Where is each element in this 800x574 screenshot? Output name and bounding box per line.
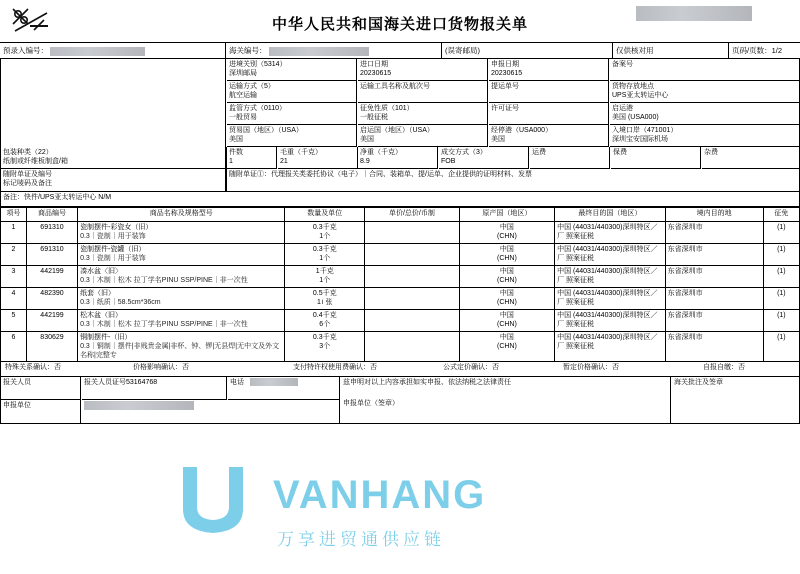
item-name: 松木盆（旧） [80,312,123,319]
entry-port-cell [227,59,357,81]
trade-country-label: 贸易国（地区）（USA） [229,127,303,134]
th-code: 商品编号 [26,208,77,222]
declare-unit-cell [1,400,81,423]
cell-item-code: 442199 [26,310,77,332]
import-date-cell [358,59,488,81]
item-origin: 中国 [499,224,514,231]
declaration-statement: 兹申明对以上内容承担如实申报、依法纳税之法律责任 [343,379,511,386]
provisional-price-cell [561,362,691,376]
official-use-cell: 仅供核对用 [616,46,654,55]
license-no-label: 许可证号 [491,105,519,112]
net-weight-cell [358,147,438,169]
item-origin-code: (CHN) [496,277,517,284]
customs-no-value [269,47,369,56]
cell-item-no: 3 [1,266,27,288]
item-spec: 0.3｜瓷制｜用于装饰 [80,233,146,240]
marks-remarks-row [0,192,800,207]
cell-item-qty [285,332,365,362]
cell-item-dest: 中国 (44031/440300)深圳特区／厂 照案征税 [555,332,666,362]
cell-item-no: 5 [1,310,27,332]
cell-item-dest-place: 东省深圳市 [665,332,763,362]
item-qty-secondary: 1个 [319,233,331,240]
cell-item-name [78,244,285,266]
customs-no-cell [226,43,441,58]
pieces-cell [227,147,277,169]
item-name: 铜制摆件-（旧） [80,334,132,341]
cell-item-name [78,310,285,332]
table-row [1,288,800,310]
preentry-no-value [50,47,145,56]
entry-place-cell [610,125,800,147]
cell-item-no: 2 [1,244,27,266]
storage-location-cell [610,81,800,103]
royalty-label: 支付特许权使用费确认： [293,364,370,371]
declarant-cert-label: 报关人员证号 [84,379,126,386]
cell-item-exempt: (1) [763,266,799,288]
item-qty-secondary: 3个 [319,343,331,350]
item-origin-code: (CHN) [496,233,517,240]
package-type-label: 包装种类（22） [3,149,53,156]
bill-no-cell [489,81,609,103]
page-title: 中华人民共和国海关进口货物报关单 [271,16,528,33]
import-date-value: 20230615 [360,70,392,77]
transport-mode-value: 航空运输 [229,92,257,99]
entry-port-value: 深圳邮局 [229,70,257,77]
attachment-label: 随附单证及编号 [3,171,52,178]
cell-item-qty [285,244,365,266]
item-origin: 中国 [499,334,514,341]
cell-item-dest-place: 东省深圳市 [665,288,763,310]
declarant-cert-cell [82,377,227,400]
provisional-price-value: 否 [612,364,619,371]
item-spec: 0.3｜铜制｜摆件|非贱贵金属|非杯、钟、锣|无县焊|无中文及外文名称|完整专 [80,343,280,359]
cell-item-code: 691310 [26,244,77,266]
transit-port-label: 经停港（USA000） [491,127,553,134]
th-dest-place: 境内目的地 [665,208,763,222]
mark-label: 标记唛码及备注 [3,180,52,187]
item-qty-secondary: 6个 [319,321,331,328]
header-redacted-block [636,6,752,21]
cell-item-dest-place: 东省深圳市 [665,222,763,244]
cell-item-price [365,288,460,310]
table-row [1,332,800,362]
item-qty: 0.4千克 [312,312,337,319]
item-name: 瓷制摆件-彩瓷女（旧） [80,224,153,231]
th-dest: 最终目的国（地区） [555,208,666,222]
package-type-value: 纸制或纤维板制盒/箱 [3,158,68,165]
watermark-vanhang [155,459,655,574]
th-qty: 数量及单位 [285,208,365,222]
item-qty: 0.3千克 [312,246,337,253]
shipment-country-cell [358,125,488,147]
cell-item-dest: 中国 (44031/440300)深圳特区／厂 照案征税 [555,310,666,332]
table-row [1,244,800,266]
phone-label: 电话 [230,379,244,386]
attachment-value-cell [227,169,800,191]
cell-item-no: 6 [1,332,27,362]
th-origin: 原产国（地区） [459,208,554,222]
attachment-label-cell [1,169,227,191]
storage-location-value: UPS亚太转运中心 [612,92,669,99]
declarant-cert-value: 53164768 [126,379,158,386]
goods-table-body [1,222,800,362]
declarant-cell [1,377,81,400]
import-date-label: 进口日期 [360,61,388,68]
freight-label: 运费 [532,149,546,156]
preentry-no-label: 预录入编号： [3,46,48,55]
misc-fee-label: 杂费 [704,149,718,156]
pieces-label: 件数 [229,149,243,156]
provisional-price-label: 暂定价格确认： [563,364,612,371]
storage-location-label: 货物存放地点 [612,83,654,90]
cell-item-code: 830629 [26,332,77,362]
item-spec: 0.3｜木制｜松木 拉丁学名PINU SSP/PINE｜非一次性 [80,321,248,328]
cell-item-code: 482390 [26,288,77,310]
package-type-cell [1,147,227,169]
item-qty: 1千克 [315,268,334,275]
supervision-mode-label: 监管方式（0110） [229,105,287,112]
special-relation-value: 否 [54,364,61,371]
formula-pricing-label: 公式定价确认： [443,364,492,371]
th-exempt: 征免 [763,208,799,222]
origin-port-label: 启运港 [612,105,633,112]
cell-item-price [365,332,460,362]
supervision-mode-value: 一般贸易 [229,114,257,121]
price-influence-label: 价格影响确认： [133,364,182,371]
self-declare-label: 自报自缴： [703,364,738,371]
th-no: 项号 [1,208,27,222]
declarant-label: 报关人员 [3,379,31,386]
cell-item-name [78,266,285,288]
table-row [1,222,800,244]
cell-item-dest: 中国 (44031/440300)深圳特区／厂 照案征税 [555,288,666,310]
cell-item-price [365,244,460,266]
goods-table-header-row [1,208,800,222]
levy-nature-cell [358,103,488,125]
declare-date-cell [489,59,609,81]
item-name: 瓷制摆件-瓷罐（旧） [80,246,146,253]
insurance-cell [611,147,701,169]
price-influence-cell [131,362,251,376]
cell-item-origin [459,244,554,266]
item-origin-code: (CHN) [496,299,517,306]
cell-item-qty [285,266,365,288]
cell-item-name [78,332,285,362]
declare-unit-label: 申报单位 [3,402,31,409]
trade-country-cell [227,125,357,147]
cell-item-price [365,266,460,288]
record-no-cell [610,59,800,81]
transport-mode-cell [227,81,357,103]
cell-item-name [78,222,285,244]
levy-nature-value: 一般征税 [360,114,388,121]
declare-unit-value-cell [82,400,340,423]
mail-note-cell: (误寄邮局) [445,46,480,55]
attachment-value: 随附单证①：代理报关类委托协议（电子）｜合同、装箱单、提/运单、企业提供的证明材料、发票 [229,171,532,178]
trade-terms-cell [439,147,529,169]
levy-nature-label: 征免性质（101） [360,105,414,112]
shipment-country-value: 美国 [360,136,374,143]
cell-item-origin [459,310,554,332]
transit-port-value: 美国 [491,136,505,143]
cell-item-dest: 中国 (44031/440300)深圳特区／厂 照案征税 [555,222,666,244]
cell-item-exempt: (1) [763,222,799,244]
phone-cell [228,377,340,400]
trade-country-value: 美国 [229,136,243,143]
item-qty-secondary: 1个 [319,255,331,262]
formula-pricing-cell [441,362,571,376]
entry-place-label: 入境口岸（471001） [612,127,678,134]
vessel-name-label: 运输工具名称及航次号 [360,83,430,90]
transit-port-cell [489,125,609,147]
royalty-cell [291,362,451,376]
self-declare-value: 否 [738,364,745,371]
item-spec: 0.3｜木制｜松木 拉丁学名PINU SSP/PINE｜非一次性 [80,277,248,284]
cell-item-origin [459,288,554,310]
formula-pricing-value: 否 [492,364,499,371]
vessel-name-cell [358,81,488,103]
royalty-value: 否 [370,364,377,371]
license-no-cell [489,103,609,125]
cell-item-exempt: (1) [763,310,799,332]
item-origin-code: (CHN) [496,343,517,350]
customs-no-label: 海关编号： [229,46,267,55]
item-qty: 0.3千克 [312,334,337,341]
gross-weight-cell [278,147,358,169]
item-origin: 中国 [499,312,514,319]
cell-item-dest-place: 东省深圳市 [665,244,763,266]
cell-item-qty [285,288,365,310]
item-spec: 0.3｜瓷制｜用于装饰 [80,255,146,262]
cell-item-origin [459,266,554,288]
cell-item-no: 4 [1,288,27,310]
bill-no-label: 提运单号 [491,83,519,90]
entry-place-value: 深圳宝安国际机场 [612,136,668,143]
item-name: 纸套（旧） [80,290,116,297]
table-row [1,266,800,288]
gross-weight-label: 毛重（千克） [280,149,322,156]
net-weight-label: 净重（千克） [360,149,402,156]
trade-terms-value: FOB [441,158,456,165]
cell-item-dest-place: 东省深圳市 [665,266,763,288]
goods-table [0,207,800,362]
shipment-country-label: 启运国（地区）（USA） [360,127,434,134]
cell-item-qty [285,222,365,244]
misc-fee-cell [702,147,800,169]
cell-item-code: 442199 [26,266,77,288]
confirmation-row [0,362,800,377]
footer-row [0,377,800,424]
entry-port-label: 进境关别（5314） [229,61,287,68]
item-origin-code: (CHN) [496,321,517,328]
preentry-no-cell [0,43,225,58]
declare-unit-value [84,401,194,410]
item-name: 凑水盆〈旧〉 [80,268,123,275]
table-row [1,310,800,332]
cell-item-code: 691310 [26,222,77,244]
net-weight-value: 8.9 [360,158,370,165]
special-relation-label: 特殊关系确认： [5,364,54,371]
page-number-cell: 页码/页数：1/2 [732,46,783,55]
th-name: 商品名称及规格型号 [78,208,285,222]
cell-item-price [365,222,460,244]
transport-mode-label: 运输方式（5） [229,83,275,90]
cell-item-dest: 中国 (44031/440300)深圳特区／厂 照案征税 [555,244,666,266]
cell-item-no: 1 [1,222,27,244]
declare-date-value: 20230615 [491,70,523,77]
watermark-subtitle: 万享进贸通供应链 [277,530,445,549]
cell-item-name [78,288,285,310]
document-header [0,0,800,42]
th-price: 单价/总价/币制 [365,208,460,222]
insurance-label: 保费 [613,149,627,156]
item-qty-secondary: 1। 张 [317,299,333,306]
cell-item-exempt: (1) [763,332,799,362]
cell-item-qty [285,310,365,332]
item-qty-secondary: 1个 [319,277,331,284]
origin-port-cell [610,103,800,125]
item-spec: 0.3｜纸质｜58.5cm*36cm [80,299,161,306]
declaration-statement-cell [341,377,671,423]
special-relation-cell [3,362,123,376]
record-no-label: 备案号 [612,61,633,68]
cell-item-dest: 中国 (44031/440300)深圳特区／厂 照案征税 [555,266,666,288]
cell-item-price [365,310,460,332]
item-qty: 0.3千克 [312,224,337,231]
customs-approval-cell [672,377,800,423]
item-origin: 中国 [499,246,514,253]
item-qty: 0.5千克 [312,290,337,297]
declaration-seal-label: 申报单位（签章） [343,400,399,407]
item-origin: 中国 [499,290,514,297]
trade-terms-label: 成交方式（3） [441,149,487,156]
gross-weight-value: 21 [280,158,288,165]
cell-item-origin [459,222,554,244]
declaration-fields-grid [0,59,800,192]
cell-item-exempt: (1) [763,244,799,266]
top-identifier-row [0,42,800,59]
watermark-logo-icon [173,461,253,551]
origin-port-value: 美国 (USA000) [612,114,659,121]
declare-date-label: 申报日期 [491,61,519,68]
remarks-value: 备注：快件/UPS亚太转运中心 N/M [3,194,112,201]
freight-cell [530,147,610,169]
price-influence-value: 否 [182,364,189,371]
cell-item-dest-place: 东省深圳市 [665,310,763,332]
cell-item-exempt: (1) [763,288,799,310]
cell-item-origin [459,332,554,362]
self-declare-cell [701,362,800,376]
pieces-value: 1 [229,158,233,165]
watermark-brand: VANHANG [273,473,487,517]
item-origin-code: (CHN) [496,255,517,262]
item-origin: 中国 [499,268,514,275]
customs-approval-label: 海关批注及签章 [674,379,723,386]
phone-value [250,378,298,386]
supervision-mode-cell [227,103,357,125]
